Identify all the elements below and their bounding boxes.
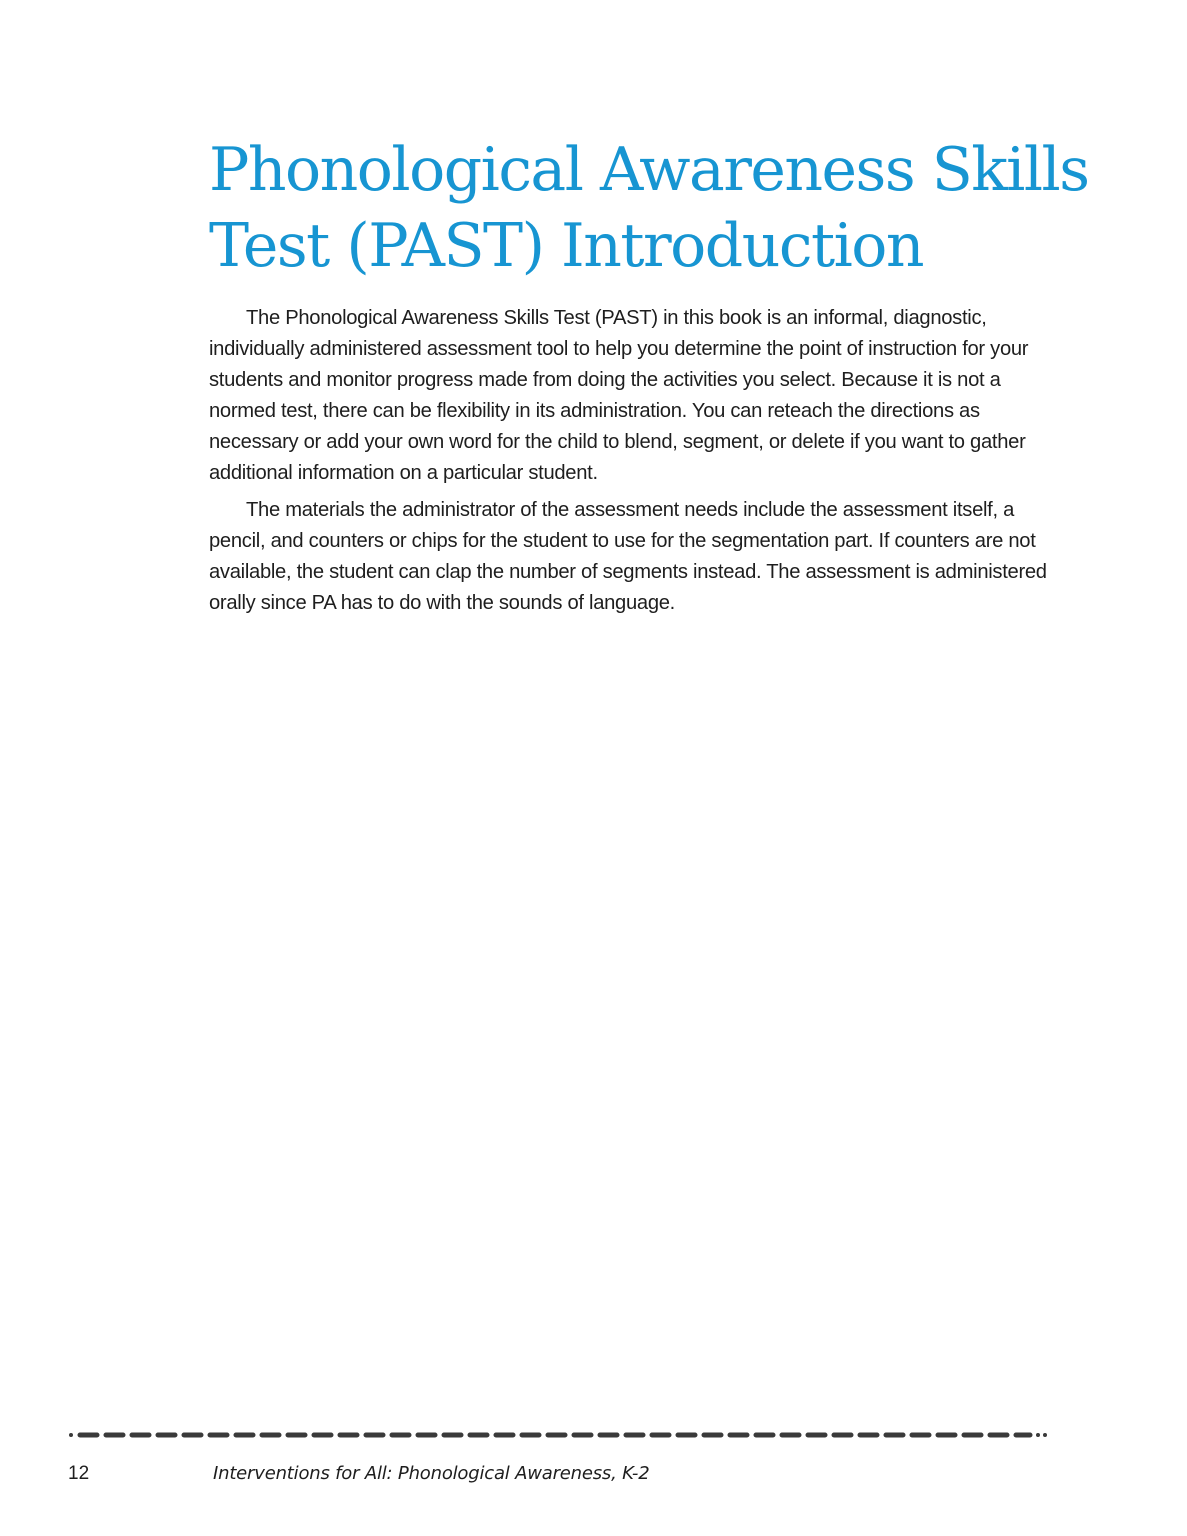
footer-dashed-rule [68,1431,1048,1439]
page-title-line-1: Phonological Awareness Skills [209,135,1089,205]
paragraph-1: The Phonological Awareness Skills Test (PAST) in this book is an informal, diagnostic, individually administered assessment tool to help you determine the point of instruction for your students and monitor progress made from doing the activities you select. Because it is not a normed test, there can be flexibility in its administration. You can reteach the directions as necessary or add your own word for the child to blend, segment, or delete if you want to gather additional information on a particular student. [209,307,1029,484]
page-title-line-2: Test (PAST) Introduction [209,211,924,281]
page-title [209,132,1109,284]
footer-page-number: 12 [68,1463,90,1484]
paragraph-2: The materials the administrator of the assessment needs include the assessment itself, a pencil, and counters or chips for the student to use for the segmentation part. If counters are not available, the student can clap the number of segments instead. The assessment is administered orally since PA has to do with the sounds of language. [209,499,1047,614]
footer-book-title: Interventions for All: Phonological Awareness, K-2 [213,1463,650,1484]
body-text [209,303,1059,625]
